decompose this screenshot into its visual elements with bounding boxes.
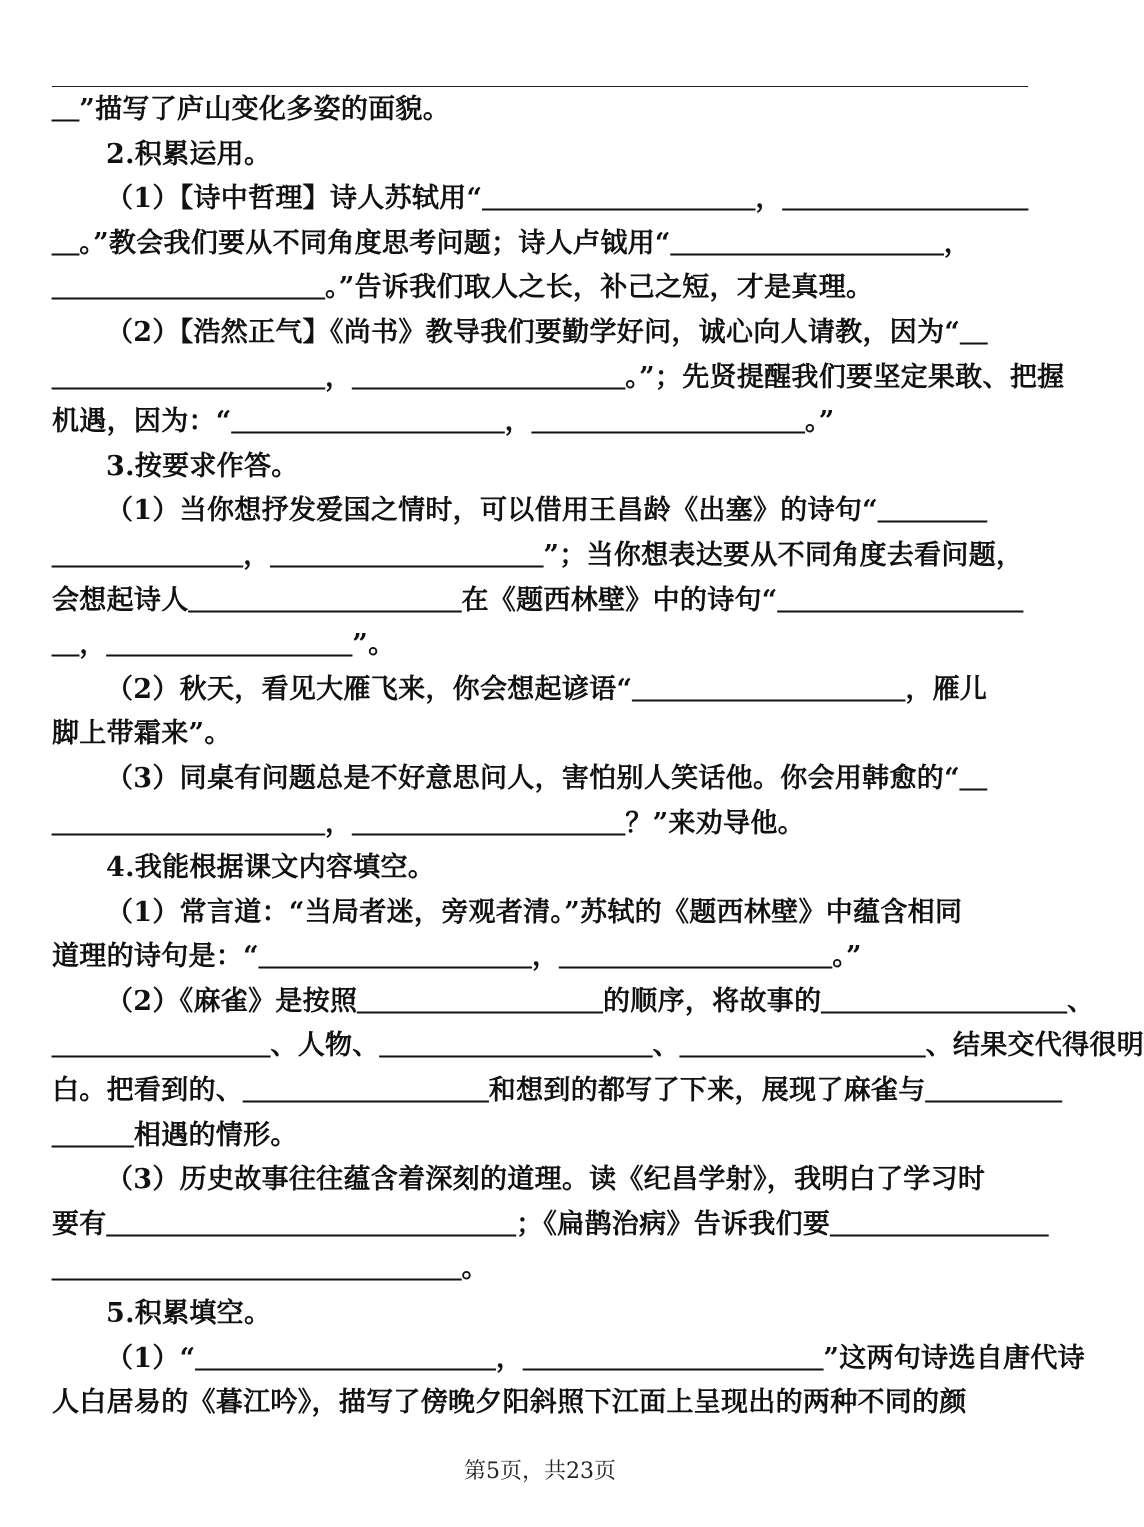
section-heading: 3.按要求作答。 [106,450,299,482]
text-line: ＿，＿＿＿＿＿＿＿＿＿”。 [52,629,396,661]
page-number: 第5页，共23页 [464,1459,616,1484]
text-line: （1）【诗中哲理】诗人苏轼用“＿＿＿＿＿＿＿＿＿＿，＿＿＿＿＿＿＿＿＿ [106,183,1029,215]
text-line: （2）【浩然正气】《尚书》教导我们要勤学好问，诚心向人请教，因为“＿ [106,316,988,348]
text-line: 要有＿＿＿＿＿＿＿＿＿＿＿＿＿＿＿；《扁鹊治病》告诉我们要＿＿＿＿＿＿＿＿ [52,1208,1049,1240]
top-divider [52,86,1028,87]
section-heading: 4.我能根据课文内容填空。 [106,852,436,884]
section-heading: 5.积累填空。 [106,1298,272,1330]
text-line: 人白居易的《暮江吟》，描写了傍晚夕阳斜照下江面上呈现出的两种不同的颜 [52,1387,967,1419]
section-heading: 2.积累运用。 [106,138,272,170]
text-line: （3）历史故事往往蕴含着深刻的道理。读《纪昌学射》，我明白了学习时 [106,1164,986,1196]
text-line: 白。把看到的、＿＿＿＿＿＿＿＿＿和想到的都写了下来，展现了麻雀与＿＿＿＿＿ [52,1075,1063,1107]
text-line: 机遇，因为：“＿＿＿＿＿＿＿＿＿＿，＿＿＿＿＿＿＿＿＿＿。” [52,406,835,438]
text-line: （1）常言道：“当局者迷，旁观者清。”苏轼的《题西林壁》中蕴含相同 [106,896,963,928]
text-line: （3）同桌有问题总是不好意思问人，害怕别人笑话他。你会用韩愈的“＿ [106,762,988,794]
text-line: （2）《麻雀》是按照＿＿＿＿＿＿＿＿＿的顺序，将故事的＿＿＿＿＿＿＿＿＿、 [106,985,1095,1017]
text-line: ＿”描写了庐山变化多姿的面貌。 [52,94,451,125]
text-line: ＿＿＿＿＿＿＿，＿＿＿＿＿＿＿＿＿＿”；当你想表达要从不同角度去看问题， [52,539,1024,571]
text-line: （2）秋天，看见大雁飞来，你会想起谚语“＿＿＿＿＿＿＿＿＿＿，雁儿 [106,673,988,705]
text-line: ＿＿＿＿＿＿＿＿＿＿，＿＿＿＿＿＿＿＿＿＿。”；先贤提醒我们要坚定果敢、把握 [52,361,1065,393]
text-line: ＿＿＿＿＿＿＿＿＿＿。”告诉我们取人之长，补己之短，才是真理。 [52,272,874,304]
text-line: 脚上带霜来”。 [52,718,232,750]
text-line: ＿。”教会我们要从不同角度思考问题；诗人卢钺用“＿＿＿＿＿＿＿＿＿＿， [52,227,972,259]
text-line: （1）“＿＿＿＿＿＿＿＿＿＿＿，＿＿＿＿＿＿＿＿＿＿＿”这两句诗选自唐代诗 [106,1342,1085,1374]
text-line: （1）当你想抒发爱国之情时，可以借用王昌龄《出塞》的诗句“＿＿＿＿ [106,495,988,527]
text-line: ＿＿＿＿＿＿＿＿＿＿＿＿＿＿＿。 [52,1253,489,1285]
text-line: ＿＿＿＿＿＿＿＿＿＿，＿＿＿＿＿＿＿＿＿＿？”来劝导他。 [52,807,805,839]
text-line: ＿＿＿＿＿＿＿＿、人物、＿＿＿＿＿＿＿＿＿＿、＿＿＿＿＿＿＿＿＿、结果交代得很明 [52,1030,1144,1062]
text-line: ＿＿＿相遇的情形。 [52,1119,298,1151]
document-body [52,88,1144,1426]
text-line: 会想起诗人＿＿＿＿＿＿＿＿＿＿在《题西林壁》中的诗句“＿＿＿＿＿＿＿＿＿ [52,584,1024,616]
text-line: 道理的诗句是：“＿＿＿＿＿＿＿＿＿＿，＿＿＿＿＿＿＿＿＿＿。” [52,941,862,973]
